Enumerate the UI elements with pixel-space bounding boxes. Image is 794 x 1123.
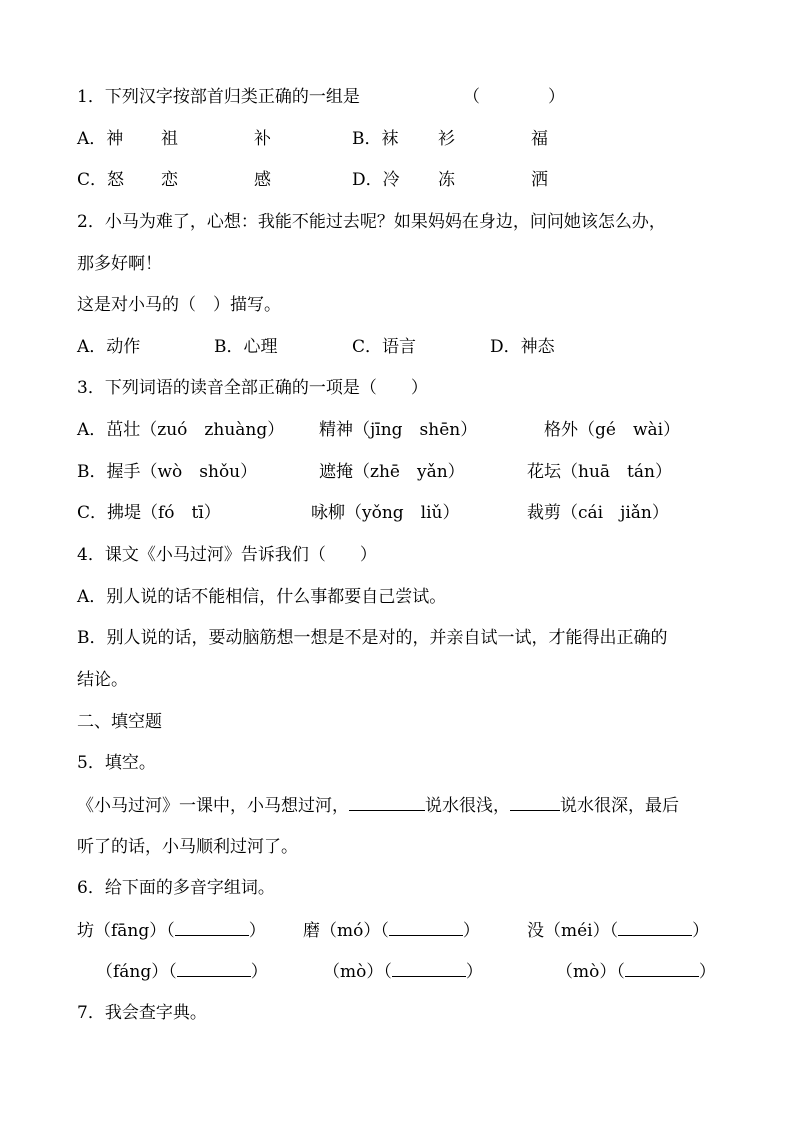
q3-option-a-word1: A．茁壮（zuó zhuàng）	[77, 420, 285, 440]
q5-line1	[77, 794, 679, 817]
q6-blank-fang2[interactable]	[177, 960, 251, 977]
q6-close-paren: ）	[250, 962, 268, 982]
q6-item-mo1	[303, 919, 480, 942]
q2-option-d: D．神态	[490, 337, 555, 357]
q3-option-c-word1: C．拂堤（fó tī）	[77, 503, 221, 523]
q1-option-a-char3: 补	[254, 129, 271, 149]
q5-stem: 5．填空。	[77, 753, 156, 773]
q1-option-a-char2: 祖	[161, 129, 178, 149]
q1-option-c-char2: 恋	[161, 170, 178, 190]
q3-option-c-word2: 咏柳（yǒng liǔ）	[311, 503, 460, 523]
q6-item-mei	[527, 919, 709, 942]
q2-stem-line1: 2．小马为难了，心想：我能不能过去呢？如果妈妈在身边，问问她该怎么办，	[77, 212, 666, 232]
q1-option-a: A．神	[77, 129, 124, 149]
q6-item-fang1	[77, 919, 266, 942]
q3-option-b-word1: B．握手（wò shǒu）	[77, 462, 258, 482]
q1-option-d: D．冷	[352, 170, 400, 190]
q1-option-d-char3: 洒	[531, 170, 548, 190]
q2-stem-line3: 这是对小马的（ ）描写。	[77, 295, 281, 315]
q6-close-paren: ）	[698, 962, 716, 982]
q6-item-fang1-label: 坊（fāng）（	[77, 921, 175, 941]
q2-option-c: C．语言	[352, 337, 417, 357]
q1-stem: 1．下列汉字按部首归类正确的一组是	[77, 87, 360, 107]
q5-line2: 听了的话，小马顺利过河了。	[77, 837, 298, 857]
q6-blank-mei[interactable]	[618, 919, 692, 936]
q2-stem-line2: 那多好啊！	[77, 254, 162, 274]
q6-item-mei-label: 没（méi）（	[527, 921, 619, 941]
q1-option-d-char2: 冻	[438, 170, 455, 190]
q6-item-mo2-label: （mò）（	[323, 962, 392, 982]
q6-blank-mo2[interactable]	[392, 960, 466, 977]
q1-paren-open: （	[463, 87, 480, 107]
q6-close-paren: ）	[692, 921, 710, 941]
q4-option-b-line1: B．别人说的话，要动脑筋想一想是不是对的，并亲自试一试，才能得出正确的	[77, 628, 668, 648]
q6-item-mo3-label: （mò）（	[556, 962, 625, 982]
q6-stem: 6．给下面的多音字组词。	[77, 878, 275, 898]
section-title: 二、填空题	[77, 712, 162, 732]
q1-option-b-char2: 衫	[438, 129, 455, 149]
q6-blank-mo1[interactable]	[389, 919, 463, 936]
q1-paren-close: ）	[548, 87, 565, 107]
q1-option-c-char3: 感	[254, 170, 271, 190]
q7-stem: 7．我会查字典。	[77, 1003, 207, 1023]
q5-text-2: 说水很浅，	[425, 796, 510, 816]
q6-blank-fang1[interactable]	[175, 919, 249, 936]
q2-option-b: B．心理	[214, 337, 278, 357]
q6-item-fang2-label: （fáng）（	[96, 962, 177, 982]
q4-stem: 4．课文《小马过河》告诉我们（ ）	[77, 545, 377, 565]
q6-item-mo2	[323, 960, 483, 983]
q2-option-a: A．动作	[77, 337, 141, 357]
q3-option-a-word3: 格外（gé wài）	[544, 420, 681, 440]
q5-text-3: 说水很深，最后	[560, 796, 679, 816]
q6-item-mo3	[556, 960, 716, 983]
q4-option-a: A．别人说的话不能相信，什么事都要自己尝试。	[77, 587, 447, 607]
q5-blank-2[interactable]	[510, 794, 560, 811]
q3-option-c-word3: 裁剪（cái jiǎn）	[527, 503, 669, 523]
q6-item-fang2	[96, 960, 268, 983]
q6-item-mo1-label: 磨（mó）（	[303, 921, 389, 941]
q3-option-a-word2: 精神（jīng shēn）	[319, 420, 478, 440]
q1-option-c: C．怒	[77, 170, 125, 190]
q6-close-paren: ）	[465, 962, 483, 982]
q6-close-paren: ）	[248, 921, 266, 941]
q5-text-1: 《小马过河》一课中，小马想过河，	[77, 796, 349, 816]
q3-option-b-word2: 遮掩（zhē yǎn）	[319, 462, 465, 482]
q3-option-b-word3: 花坛（huā tán）	[527, 462, 672, 482]
q4-option-b-line2: 结论。	[77, 670, 128, 690]
q5-blank-1[interactable]	[349, 794, 425, 811]
q1-option-b-char3: 福	[531, 129, 548, 149]
q6-blank-mo3[interactable]	[625, 960, 699, 977]
q6-close-paren: ）	[462, 921, 480, 941]
q1-option-b: B．袜	[352, 129, 399, 149]
q3-stem: 3．下列词语的读音全部正确的一项是（ ）	[77, 378, 428, 398]
